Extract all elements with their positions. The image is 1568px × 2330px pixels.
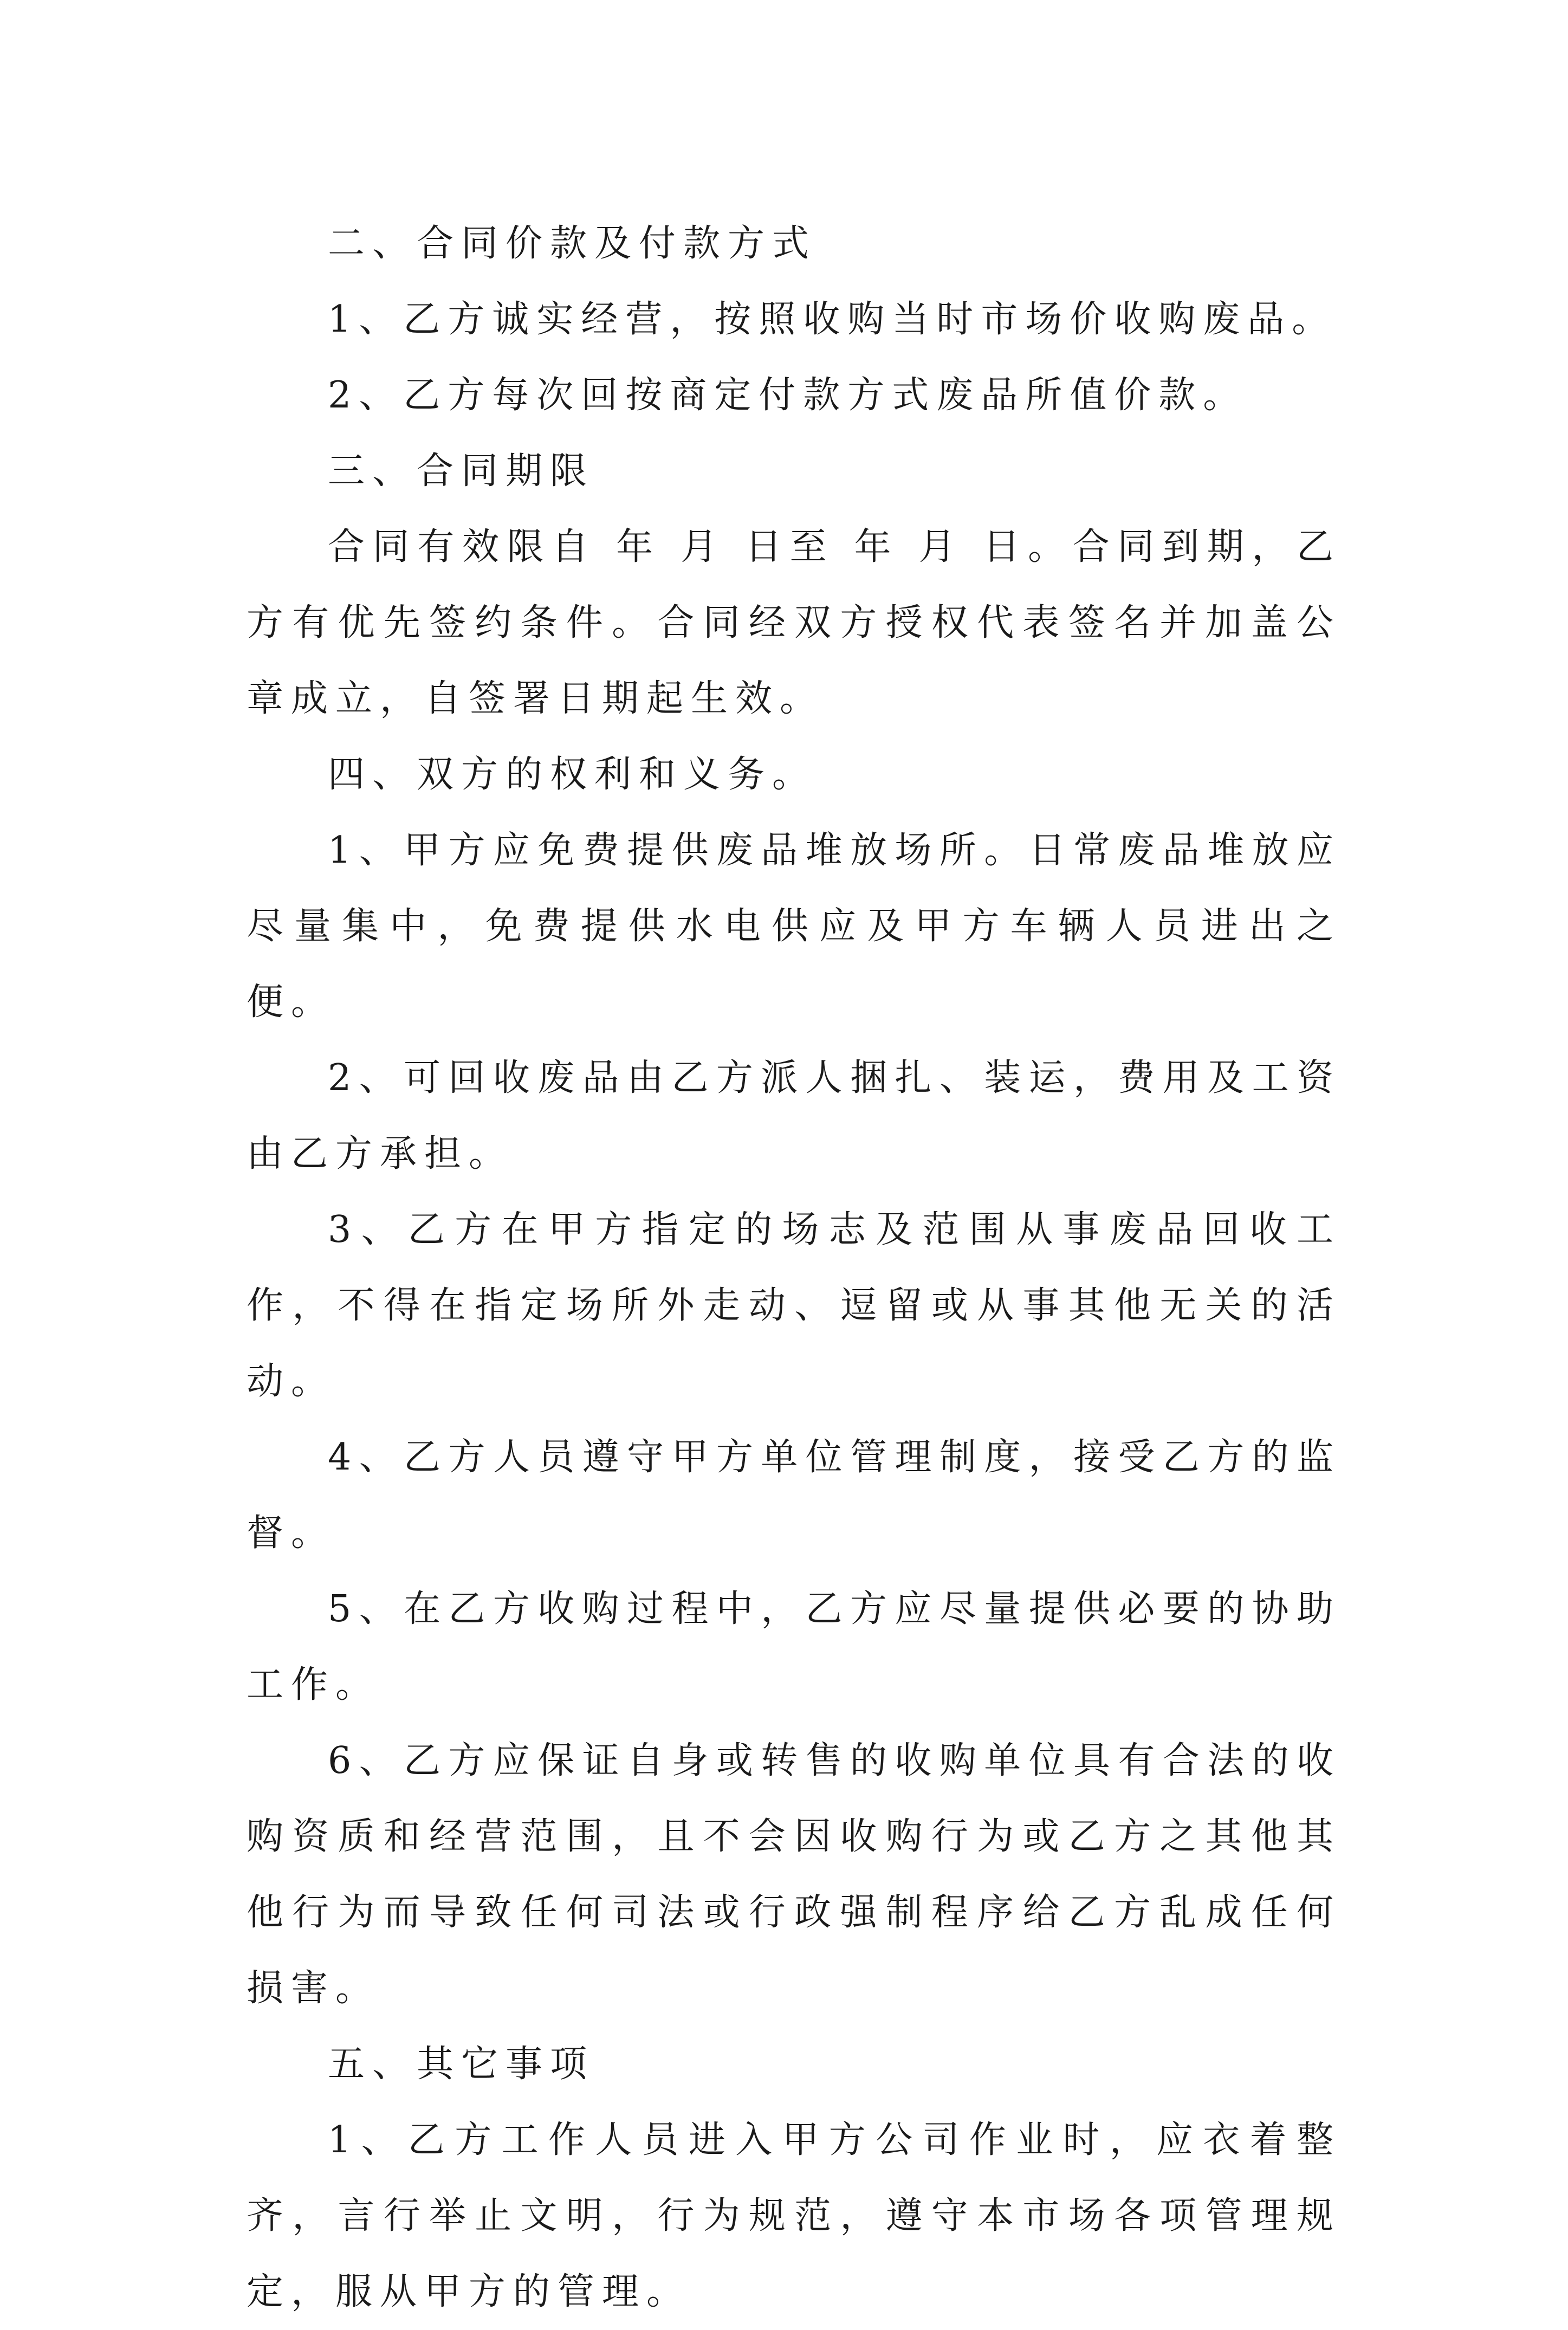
section-heading-term: 三、合同期限 <box>328 450 595 493</box>
clause-other-1: 1、乙方工作人员进入甲方公司作业时，应衣着整齐，言行举止文明，行为规范，遵守本市场各项管理规定，服从甲方的管理。 <box>247 2119 1341 2313</box>
clause-rights-3: 3、乙方在甲方指定的场志及范围从事废品回收工作，不得在指定场所外走动、逗留或从事其他无关的活动。 <box>247 1208 1341 1403</box>
clause-term: 合同有效限自 年 月 日至 年 月 日。合同到期，乙方有优先签约条件。合同经双方授权代表签名并加盖公章成立，自签署日期起生效。 <box>247 526 1341 720</box>
clause-price-2: 2、乙方每次回按商定付款方式废品所值价款。 <box>328 374 1248 417</box>
clause-rights-6: 6、乙方应保证自身或转售的收购单位具有合法的收购资质和经营范围，且不会因收购行为或乙方之其他其他行为而导致任何司法或行政强制程序给乙方乱成任何损害。 <box>247 1739 1341 2010</box>
contract-body <box>247 206 1341 2330</box>
clause-rights-1: 1、甲方应免费提供废品堆放场所。日常废品堆放应尽量集中，免费提供水电供应及甲方车辆人员进出之便。 <box>247 829 1341 1024</box>
section-heading-price-payment: 二、合同价款及付款方式 <box>328 222 817 265</box>
section-heading-other: 五、其它事项 <box>328 2043 595 2086</box>
clause-rights-5: 5、在乙方收购过程中，乙方应尽量提供必要的协助工作。 <box>247 1588 1341 1706</box>
clause-rights-2: 2、可回收废品由乙方派人捆扎、装运，费用及工资由乙方承担。 <box>247 1057 1341 1175</box>
clause-price-1: 1、乙方诚实经营，按照收购当时市场价收购废品。 <box>328 298 1337 341</box>
section-heading-rights-obligations: 四、双方的权利和义务。 <box>328 753 817 796</box>
clause-rights-4: 4、乙方人员遵守甲方单位管理制度，接受乙方的监督。 <box>247 1436 1341 1555</box>
